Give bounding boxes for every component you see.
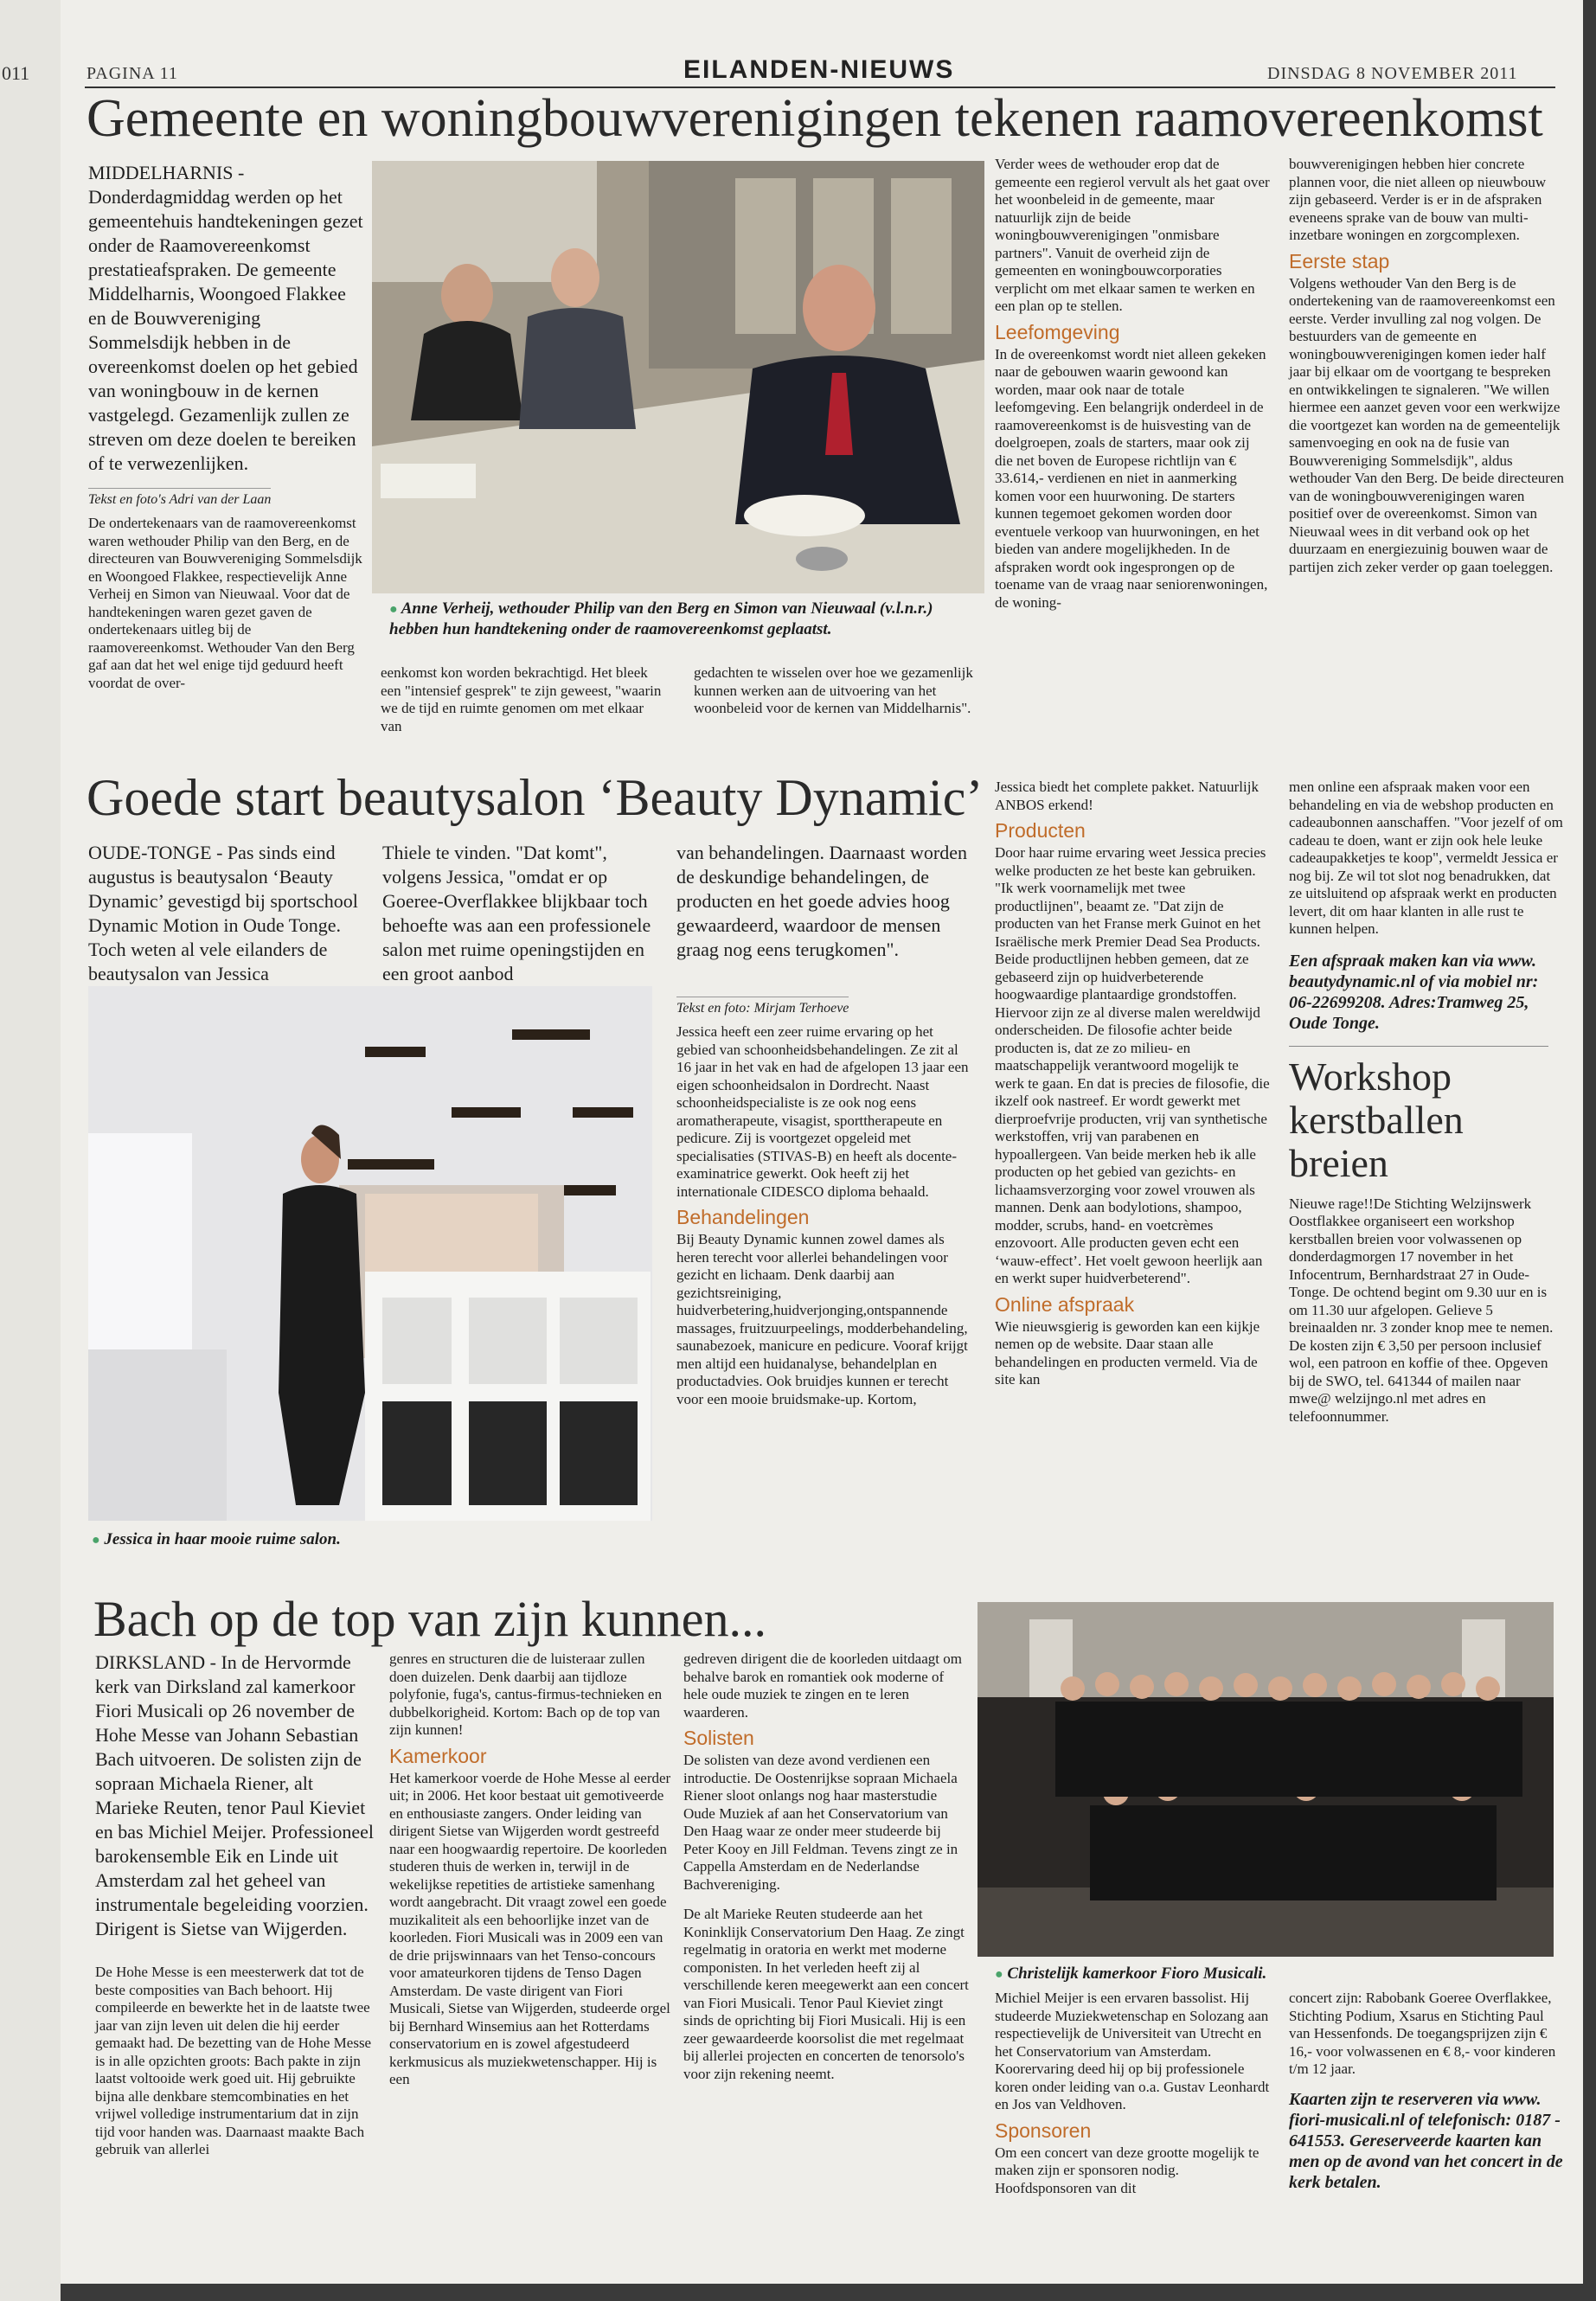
article1-col2-text: eenkomst kon worden bekrachtigd. Het bleek een "intensief gesprek" te zijn geweest, "waarin we de tijd en ruimte genomen om met elkaar van [381, 664, 662, 734]
article2-caption-text: Jessica in haar mooie ruime salon. [104, 1530, 341, 1548]
article1-col1-text: De ondertekenaars van de raamovereenkomst waren wethouder Philip van den Berg, en de directeuren van Bouwvereniging Sommelsdijk en Woongoed Flakkee, respectievelijk Anne Verheij en Simon van Nieuwaal. Voor dat de handtekeningen waren gezet gaven de ondertekenaars uitleg bij de raamovereenkomst. Wethouder Van den Berg gaf aan dat het wel enige tijd geduurd heeft voordat de over- [88, 515, 362, 691]
issue-date: DINSDAG 8 NOVEMBER 2011 [1267, 64, 1518, 83]
salon-photo [88, 986, 652, 1521]
newspaper-page [61, 0, 1583, 2284]
article3-sub-solisten: Solisten [683, 1727, 754, 1749]
article2-col4 [995, 779, 1270, 1389]
edge-page-number: 011 [2, 62, 30, 84]
article1-col4-text: Verder wees de wethouder erop dat de gemeente een regierol vervult als het gaat over het woonbeleid in de gemeente, maar natuurlijk zijn de beide woningbouwverenigingen "onmisbare partners". Vanuit de overheid zijn de gemeenten en woningbouwcorporaties verplicht om met elkaar samen te werken en een plan op te stellen. [995, 156, 1270, 314]
article3-col2-text: genres en structuren die de luisteraar zullen doen duizelen. Denk daarbij aan tijdloze polyfonie, fuga's, cantus-firmus-technieken en dubbelkorigheid. Kortom: Bach op de top van zijn kunnen! [389, 1650, 663, 1738]
article3-col2 [389, 1650, 675, 2089]
article1-col1 [88, 161, 363, 692]
article1-credit: Tekst en foto's Adri van der Laan [88, 488, 271, 508]
article3-sub-sponsoren: Sponsoren [995, 2118, 1092, 2142]
article3-col3-text3: De alt Marieke Reuten studeerde aan het Koninklijk Conservatorium Den Haag. Ze zingt regelmatig in oratoria en werkt met moderne componisten. In het verleden heeft zij al verschillende keren meegewerkt aan een concert van Fiori Musicali. Tenor Paul Kieviet zingt sinds de oprichting bij Fiori Musicali. Hij is een zeer gewaardeerde koorsolist die met regelmaat bij allerlei projecten en concerten de tenorsolo's voor zijn rekening neemt. [683, 1906, 969, 2082]
article2-caption [92, 1529, 645, 1550]
article2-col3 [676, 997, 971, 1408]
article2-col3-text2: Bij Beauty Dynamic kunnen zowel dames als heren terecht voor allerlei behandelingen voor gezicht en lichaam. Denk daarbij aan gezichtsreiniging, huidverbetering,huidverjonging,ontspannende massages, fruitzuurpeelings, modderbehandeling, saunabezoek, manicure en pedicure. Vooraf krijgt men altijd een huidanalyse, behandelplan en productadvies. Ook bruidjes kunnen er terecht voor een mooie bruidsmake-up. Kortom, [676, 1231, 968, 1407]
workshop-divider [1289, 1046, 1548, 1047]
article3-col2-text2: Het kamerkoor voerde de Hohe Messe al eerder uit; in 2006. Het koor bestaat uit gemotiveerde en enthousiaste zangers. Onder leiding van dirigent Sietse van Wijgerden wordt gestreefd naar een hoogwaardig repertoire. De koorleden studeren thuis de werken in, terwijl in de wekelijkse repetities de artistieke samenhang wordt aangebracht. Dit vraagt zowel een goede muzikaliteit als een behoorlijke inzet van de koorleden. Fiori Musicali was in 2009 een van de drie prijswinnaars van het Tenso-concours voor amateurkoren tijdens de Tenso Dagen Amsterdam. De vaste dirigent van Fiori Musicali, Sietse van Wijgerden, studeerde orgel bij Bernhard Winsemius aan het Rotterdams conservatorium en is zowel afgestudeerd kerkmusicus als muziekwetenschapper. Hij is een [389, 1769, 671, 2087]
article3-col1 [95, 1650, 381, 2159]
article1-col5-text: bouwverenigingen hebben hier concrete plannen voor, die niet alleen op nieuwbouw zijn gebaseerd. Verder is er in de afspraken eveneens sprake van de bouw van multi-inzetbare woningen en zorgcomplexen. [1289, 156, 1547, 243]
article1-sub-leefomgeving: Leefomgeving [995, 320, 1120, 343]
article2-sub-online-afspraak: Online afspraak [995, 1292, 1135, 1316]
article2-col5-text: men online een afspraak maken voor een behandeling en via de webshop producten en cadeaubonnen aanschaffen. "Voor jezelf of om cadeau te doen, want er zijn ook hele leuke cadeaupakketjes te koop", vermeldt Jessica er nog bij. Ze wil tot slot nog benadrukken, dat ze uitsluitend op afspraak werkt en producten levert, dit om haar klanten in alle rust te kunnen helpen. [1289, 779, 1563, 937]
article1-col4 [995, 156, 1270, 612]
article3-col3-text2: De solisten van deze avond verdienen een introductie. De Oostenrijkse sopraan Michaela Riener sloot onlangs nog haar masterstudie Oude Muziek af aan het Conservatorium van Den Haag waar ze onder meer studeerde bij Peter Kooy en Jill Feldman. Tevens zingt ze in Cappella Amsterdam en de Nederlandse Bachvereniging. [683, 1752, 958, 1893]
article2-contact: Een afspraak maken kan via www. beautydynamic.nl of via mobiel nr: 06-22699208. Adres:Tramweg 25, Oude Tonge. [1289, 951, 1539, 1033]
article1-col5 [1289, 156, 1564, 576]
article2-col4-text: Jessica biedt het complete pakket. Natuurlijk ANBOS erkend! [995, 779, 1259, 813]
article3-col4-text: Michiel Meijer is een ervaren bassolist. Hij studeerde Muziekwetenschap en Solozang aan respectievelijk de Universiteit van Utrecht en het Conservatorium van Amsterdam. Koorervaring deed hij op bij professionele koren onder leiding van o.a. Gustav Leonhardt en Jos van Veldhoven. [995, 1990, 1270, 2112]
workshop-title: Workshop kerstballen breien [1289, 1054, 1464, 1185]
article3-col4 [995, 1990, 1270, 2197]
article3-title: Bach op de top van zijn kunnen... [93, 1591, 766, 1647]
article3-caption-text: Christelijk kamerkoor Fioro Musicali. [1007, 1965, 1267, 1983]
article3-col3-text: gedreven dirigent die de koorleden uitdaagt om behalve barok en romantiek ook moderne of hele oude muziek te zingen en te leren waarderen. [683, 1650, 962, 1721]
page-edge [0, 0, 61, 2301]
article2-lead-col1: OUDE-TONGE - Pas sinds eind augustus is beautysalon ‘Beauty Dynamic’ gevestigd bij sportschool Dynamic Motion in Oude Tonge. Toch weten al vele eilanders de beautysalon van Jessica [88, 842, 358, 984]
article1-col3-text: gedachten te wisselen over hoe we gezamenlijk kunnen werken aan de uitvoering van het woonbeleid voor de kernen van Middelharnis". [694, 664, 973, 716]
article2-credit: Tekst en foto: Mirjam Terhoeve [676, 997, 849, 1016]
article3-col1-text: De Hohe Messe is een meesterwerk dat tot de beste composities van Bach behoort. Hij compileerde en bewerkte het in de laatste twee jaar van zijn leven uit delen die hij eerder gemaakt had. De bezetting van de Hohe Messe is in alle opzichten groots: Bach pakte in zijn laatst voltooide werk goed uit. Hij gebruikte bijna alle denkbare stemcombinaties en het vrijwel volledige instrumentarium dat in zijn tijd voor handen was. Daarnaast maakte Bach gebruik van allerlei [95, 1964, 372, 2157]
article2-lead-col3: van behandelingen. Daarnaast worden de deskundige behandelingen, de producten en het goede advies hoog gewaardeerd, waardoor de mensen graag nog eens terugkomen". [676, 842, 967, 960]
article3-col4-text2: Om een concert van deze grootte mogelijk te maken zijn er sponsoren nodig. Hoofdsponsoren van dit [995, 2144, 1259, 2196]
article3-caption [995, 1964, 1548, 1984]
caption-bullet-icon: ● [92, 1533, 100, 1548]
signing-photo [372, 161, 984, 593]
article1-lead: MIDDELHARNIS - Donderdagmiddag werden op het gemeentehuis handtekeningen gezet onder de Raamovereenkomst prestatieafspraken. De gemeente Middelharnis, Woongoed Flakkee en de Bouwvereniging Sommelsdijk hebben in de overeenkomst doelen op het gebied van woningbouw in de kernen vastgelegd. Gezamenlijk zullen ze streven om deze doelen te bereiken of te verwezenlijken. [88, 162, 363, 474]
article2-col3-text: Jessica heeft een zeer ruime ervaring op het gebied van schoonheidsbehandelingen. Ze zit al 16 jaar in het vak en had de afgelopen 13 jaar een eigen schoonheidsalon in Dordrecht. Naast schoonheidspecialiste is ze ook nog eens aromatherapeute, visagist, sporttherapeute en pedicure. Zij is voortgezet opgeleid met specialisaties (STIVAS-B) en heeft als docente-examinatrice gewerkt. Ook heeft zij het internationale CIDESCO diploma behaald. [676, 1023, 969, 1200]
article2-lead-col2: Thiele te vinden. "Dat komt", volgens Jessica, "omdat er op Goeree-Overflakkee blijkbaar toch behoefte was aan een professionele salon met ruime openingstijden en een groot aanbod [382, 842, 651, 984]
article1-sub-eerste-stap: Eerste stap [1289, 249, 1390, 272]
article2-col4-text2: Door haar ruime ervaring weet Jessica precies welke producten ze het beste kan gebruiken. "Ik werk voornamelijk met twee productlijnen", beaamt ze. "Dat zijn de producten van het Franse merk Guinot en het Israëlische merk Premier Dead Sea Products. Beide productlijnen hebben gemeen, dat ze gebaseerd zijn op huidverbeterende hoogwaardige plantaardige grondstoffen. Hiervoor zijn ze al diverse malen wereldwijd onderscheiden. De filosofie achter beide producten is, dat ze zo milieu- en maatschappelijk verantwoord mogelijk te werk te gaan. En dat is precies de filosofie, die ikzelf ook nastreef. Er wordt gewerkt met dierproefvrije producten, vrij van synthetische werkstoffen, vrij van parabenen en hypoallergeen. Van beide merken heb ik alle producten op het gebied van gezichts- en lichaamsverzorging voor zowel vrouwen als mannen. Denk aan bodylotions, shampoo, modder, scrubs, hand- en voetcrèmes enzovoort. Alle producten geven echt een ‘wauw-effect’. Het voelt gewoon heerlijk aan en werkt super huidverbeterend". [995, 844, 1270, 1286]
article2-col4-text3: Wie nieuwsgierig is geworden kan een kijkje nemen op de website. Daar staan alle behandelingen en producten vermeld. Via de site kan [995, 1317, 1260, 1388]
article1-caption [389, 599, 986, 639]
article2-title: Goede start beautysalon ‘Beauty Dynamic’ [87, 769, 984, 826]
page-number: PAGINA 11 [87, 64, 178, 83]
article3-tickets: Kaarten zijn te reserveren via www. fiori-musicali.nl of telefonisch: 0187 - 641553. Gereserveerde kaarten kan men op de avond van het concert in de kerk betalen. [1289, 2089, 1563, 2192]
article2-sub-producten: Producten [995, 819, 1086, 842]
newspaper-logo: EILANDEN-NIEUWS [683, 55, 955, 84]
article3-col3 [683, 1650, 969, 2083]
article1-title: Gemeente en woningbouwverenigingen tekenen raamovereenkomst [87, 89, 1543, 148]
article3-sub-kamerkoor: Kamerkoor [389, 1744, 487, 1767]
article2-col5 [1289, 779, 1564, 1426]
article3-col5 [1289, 1990, 1564, 2193]
choir-photo [977, 1602, 1554, 1957]
workshop-text: Nieuwe rage!!De Stichting Welzijnswerk Oostflakkee organiseert een workshop kerstballen breien voor volwassenen op donderdagmorgen 17 november in het Infocentrum, Bernhardstraat 27 in Oude-Tonge. De ochtend begint om 9.30 uur en is om 11.30 uur afgelopen. Gelieve 5 breinaalden nr. 3 zonder knop mee te nemen. De kosten zijn € 3,50 per persoon inclusief wol, een patroon en koffie of thee. Opgeven bij de SWO, tel. 641344 of mailen naar mwe@ welzijngo.nl met adres en telefoonnummer. [1289, 1195, 1554, 1425]
article2-sub-behandelingen: Behandelingen [676, 1206, 810, 1228]
caption-bullet-icon: ● [995, 1967, 1003, 1982]
caption-bullet-icon: ● [389, 602, 398, 617]
article3-col5-text: concert zijn: Rabobank Goeree Overflakkee, Stichting Podium, Xsarus en Stichting Paul van Hessenfonds. De toegangsprijzen zijn € 16,- voor volwassenen en € 8,- voor kinderen t/m 12 jaar. [1289, 1990, 1556, 2077]
article3-lead: DIRKSLAND - In de Hervormde kerk van Dirksland zal kamerkoor Fiori Musicali op 26 november de Hohe Messe van Johann Sebastian Bach uitvoeren. De solisten zijn de sopraan Michaela Riener, alt Marieke Reuten, tenor Paul Kieviet en bas Michiel Meijer. Professioneel barokensemble Eik en Linde uit Amsterdam zal het geheel van instrumentale begeleiding voorzien. Dirigent is Sietse van Wijgerden. [95, 1651, 374, 1939]
article1-col4-text2: In de overeenkomst wordt niet alleen gekeken naar de gebouwen waarin gewoond kan worden, maar ook naar de totale leefomgeving. Een belangrijk onderdeel in de raamovereenkomst is de huisvesting van de doelgroepen, zoals de starters, maar ook zij die net boven de Europese richtlijn van € 33.614,- verdienen en niet in aanmerking komen voor een huurwoning. De starters kunnen tegemoet gekomen worden door eventuele verkoop van huurwoningen, en het bieden van andere mogelijkheden. In de afspraken wordt ook ingesprongen op de toename van de vraag naar seniorenwoningen, de woning- [995, 345, 1268, 611]
article1-caption-text: Anne Verheij, wethouder Philip van den Berg en Simon van Nieuwaal (v.l.n.r.) hebben hun handtekening onder de raamovereenkomst geplaatst. [389, 599, 933, 638]
article1-col5-text2: Volgens wethouder Van den Berg is de ondertekening van de raamovereenkomst een eerste. Verder invulling zal nog volgen. De bestuurders van de gemeente en woningbouwverenigingen komen ieder half jaar bij elkaar om de voortgang te bespreken en ontwikkelingen te signaleren. "We willen hiermee een aanzet geven voor een werkwijze die voortgezet kan worden na de gemeentelijk samenvoeging en ook na de fusie van Bouwvereniging Sommelsdijk", aldus wethouder Van den Berg. De beide directeuren van de woningbouwverenigingen waren positief over de overeenkomst. Simon van Nieuwaal wees in dit verband ook op het duurzaam en energiezuinig bouwen waar de partijen zich zeker verder op gaan toeleggen. [1289, 274, 1565, 575]
